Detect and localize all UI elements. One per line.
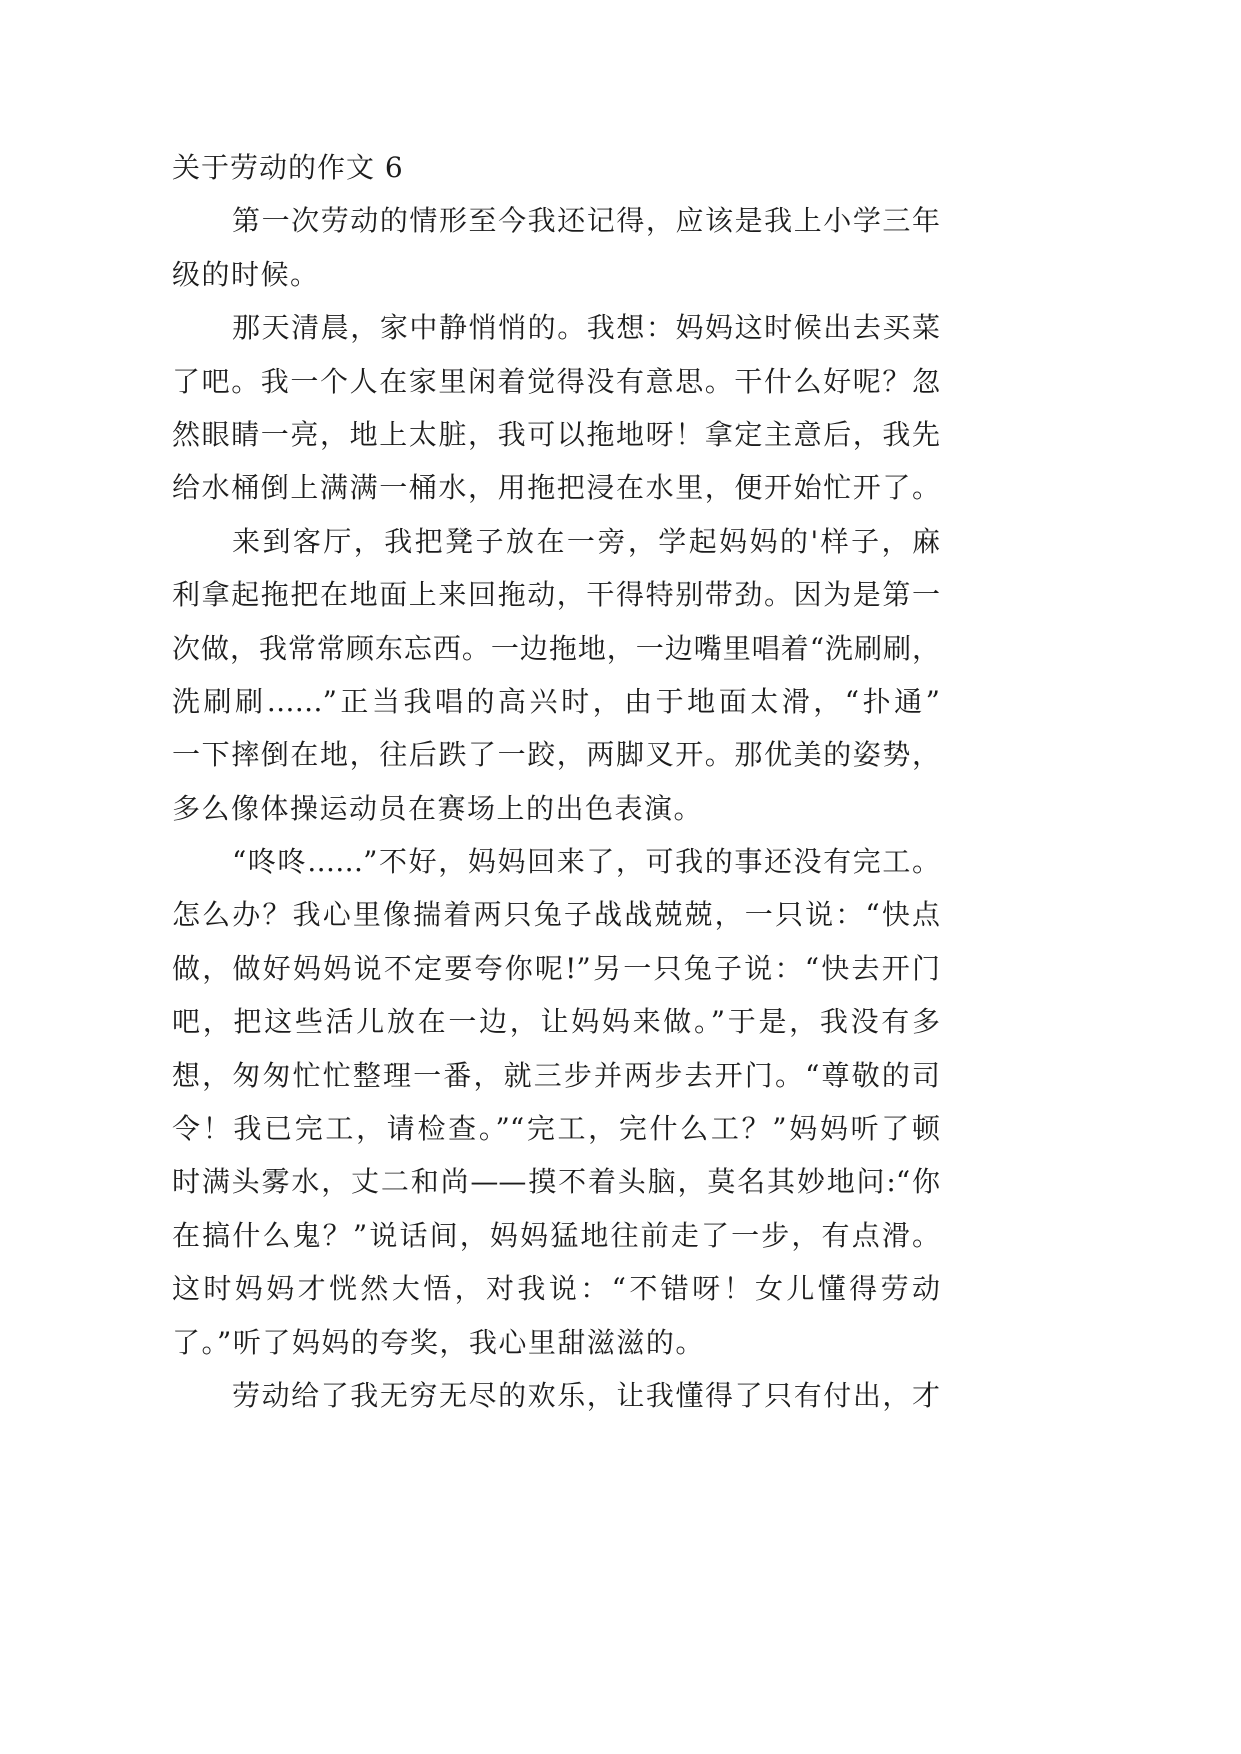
paragraph-line: 来到客厅，我把凳子放在一旁，学起妈妈的'样子，麻 — [232, 524, 940, 558]
paragraph-line: 利拿起拖把在地面上来回拖动，干得特别带劲。因为是第一 — [172, 578, 940, 612]
paragraph-line: 然眼睛一亮，地上太脏，我可以拖地呀！拿定主意后，我先 — [172, 417, 940, 451]
paragraph-line: 一下摔倒在地，往后跌了一跤，两脚叉开。那优美的姿势， — [172, 738, 940, 772]
paragraph-line: 了。”听了妈妈的夸奖，我心里甜滋滋的。 — [172, 1325, 705, 1359]
paragraph-line: 想，匆匆忙忙整理一番，就三步并两步去开门。“尊敬的司 — [172, 1058, 940, 1092]
paragraph-line: 给水桶倒上满满一桶水，用拖把浸在水里，便开始忙开了。 — [172, 471, 940, 505]
paragraph-line: 多么像体操运动员在赛场上的出色表演。 — [172, 791, 704, 825]
paragraph-5 — [172, 1369, 942, 1422]
paragraph-line: 做，做好妈妈说不定要夸你呢!”另一只兔子说：“快去开门 — [172, 951, 940, 985]
paragraph-line: 洗刷刷……”正当我唱的高兴时，由于地面太滑，“扑通” — [172, 684, 940, 718]
document-title: 关于劳动的作文 6 — [172, 151, 404, 184]
paragraph-line: 级的时候。 — [172, 257, 320, 291]
paragraph-2 — [172, 301, 942, 515]
paragraph-line: 第一次劳动的情形至今我还记得，应该是我上小学三年 — [232, 204, 940, 238]
paragraph-line: 这时妈妈才恍然大悟，对我说：“不错呀！女儿懂得劳动 — [172, 1272, 940, 1306]
paragraph-3 — [172, 515, 942, 835]
document-body — [172, 141, 942, 1422]
paragraph-4 — [172, 835, 942, 1369]
paragraph-line: 吧，把这些活儿放在一边，让妈妈来做。”于是，我没有多 — [172, 1005, 940, 1039]
paragraph-line: 了吧。我一个人在家里闲着觉得没有意思。干什么好呢？忽 — [172, 364, 940, 398]
paragraph-line: 在搞什么鬼？”说话间，妈妈猛地往前走了一步，有点滑。 — [172, 1218, 940, 1252]
paragraph-line: 怎么办？我心里像揣着两只兔子战战兢兢，一只说：“快点 — [172, 898, 940, 932]
paragraph-line: “咚咚……”不好，妈妈回来了，可我的事还没有完工。 — [232, 845, 940, 879]
paragraph-line: 那天清晨，家中静悄悄的。我想：妈妈这时候出去买菜 — [232, 311, 940, 345]
paragraph-line: 劳动给了我无穷无尽的欢乐，让我懂得了只有付出，才 — [232, 1378, 940, 1412]
paragraph-line: 时满头雾水，丈二和尚——摸不着头脑，莫名其妙地问:“你 — [172, 1165, 940, 1199]
paragraph-1 — [172, 194, 942, 301]
paragraph-line: 令！我已完工，请检查。”“完工，完什么工？”妈妈听了顿 — [172, 1112, 940, 1146]
paragraph-line: 次做，我常常顾东忘西。一边拖地，一边嘴里唱着“洗刷刷， — [172, 631, 940, 665]
